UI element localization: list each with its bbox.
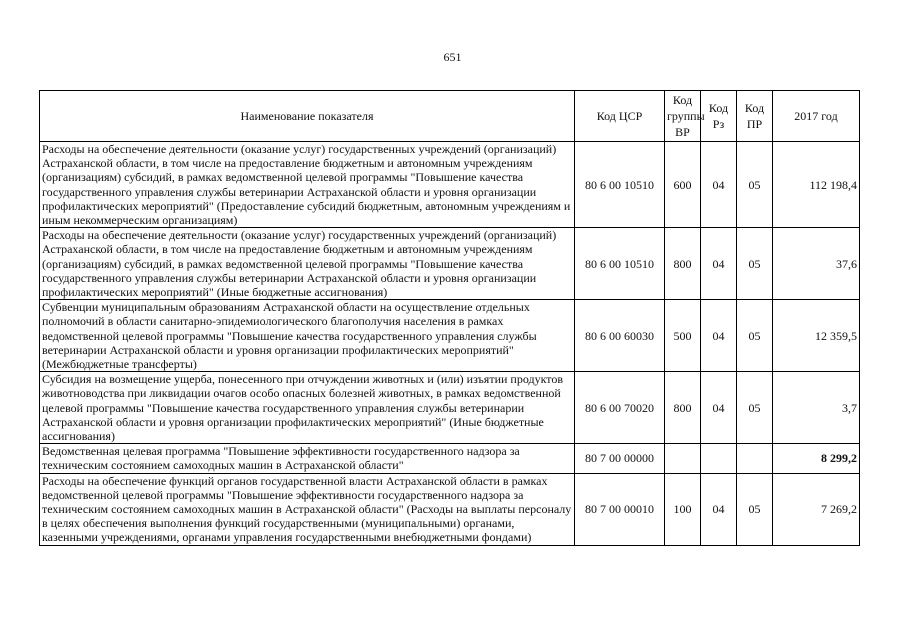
header-name: Наименование показателя xyxy=(40,91,575,142)
page-number: 651 xyxy=(443,50,462,64)
row-amount: 112 198,4 xyxy=(773,142,860,228)
row-pr xyxy=(737,444,773,473)
row-vr: 800 xyxy=(665,228,701,300)
table-row xyxy=(40,300,860,372)
row-pr: 05 xyxy=(737,473,773,545)
row-pr: 05 xyxy=(737,300,773,372)
row-name: Расходы на обеспечение деятельности (оказание услуг) государственных учреждений (организаций) Астраханской области, в том числе на предоставление бюджетным и автономным учреждениям (организациям) субсидий, в рамках ведомственной целевой программы "Повышение качества государственного управления службы ветеринарии Астраханской области и уровня организации профилактических мероприятий" (Иные бюджетные ассигнования) xyxy=(40,228,575,300)
row-csr: 80 7 00 00010 xyxy=(575,473,665,545)
row-rz: 04 xyxy=(701,372,737,444)
row-vr: 500 xyxy=(665,300,701,372)
row-rz: 04 xyxy=(701,142,737,228)
row-pr: 05 xyxy=(737,142,773,228)
row-name: Расходы на обеспечение функций органов государственной власти Астраханской области в рамках ведомственной целевой программы "Повышение эффективности государственного надзора за техническим состоянием самоходных машин в Астраханской области" (Расходы на выплаты персоналу в целях обеспечения выполнения функций государственными (муниципальными) органами, казенными учреждениями, органами управления государственными внебюджетными фондами) xyxy=(40,473,575,545)
row-rz xyxy=(701,444,737,473)
table-header-row xyxy=(40,91,860,142)
row-csr: 80 6 00 10510 xyxy=(575,228,665,300)
table-row xyxy=(40,444,860,473)
row-amount: 8 299,2 xyxy=(773,444,860,473)
row-name: Субсидия на возмещение ущерба, понесенного при отчуждении животных и (или) изъятии продуктов животноводства при ликвидации очагов особо опасных болезней животных, в рамках ведомственной целевой программы "Повышение качества государственного управления службы ветеринарии Астраханской области и уровня организации профилактических мероприятий" (Иные бюджетные ассигнования) xyxy=(40,372,575,444)
row-amount: 7 269,2 xyxy=(773,473,860,545)
row-pr: 05 xyxy=(737,228,773,300)
row-amount: 37,6 xyxy=(773,228,860,300)
budget-table xyxy=(39,90,860,546)
row-csr: 80 7 00 00000 xyxy=(575,444,665,473)
row-rz: 04 xyxy=(701,473,737,545)
row-vr: 600 xyxy=(665,142,701,228)
row-name: Субвенции муниципальным образованиям Астраханской области на осуществление отдельных полномочий в области санитарно-эпидемиологического благополучия населения в рамках ведомственной целевой программы "Повышение качества государственного управления службы ветеринарии Астраханской области и уровня организации профилактических мероприятий" (Межбюджетные трансферты) xyxy=(40,300,575,372)
table-row xyxy=(40,142,860,228)
table-row xyxy=(40,372,860,444)
row-name: Ведомственная целевая программа "Повышение эффективности государственного надзора за техническим состоянием самоходных машин в Астраханской области" xyxy=(40,444,575,473)
row-rz: 04 xyxy=(701,300,737,372)
row-vr: 100 xyxy=(665,473,701,545)
row-csr: 80 6 00 60030 xyxy=(575,300,665,372)
row-csr: 80 6 00 10510 xyxy=(575,142,665,228)
header-rz: Код Рз xyxy=(701,91,737,142)
row-csr: 80 6 00 70020 xyxy=(575,372,665,444)
row-name: Расходы на обеспечение деятельности (оказание услуг) государственных учреждений (организаций) Астраханской области, в том числе на предоставление бюджетным и автономным учреждениям (организациям) субсидий, в рамках ведомственной целевой программы "Повышение качества государственного управления службы ветеринарии Астраханской области и уровня организации профилактических мероприятий" (Предоставление субсидий бюджетным, автономным учреждениям и иным некоммерческим организациям) xyxy=(40,142,575,228)
header-csr: Код ЦСР xyxy=(575,91,665,142)
header-vr: Код группы ВР xyxy=(665,91,701,142)
table-row xyxy=(40,473,860,545)
row-vr: 800 xyxy=(665,372,701,444)
row-amount: 3,7 xyxy=(773,372,860,444)
table-row xyxy=(40,228,860,300)
header-year: 2017 год xyxy=(773,91,860,142)
row-rz: 04 xyxy=(701,228,737,300)
row-pr: 05 xyxy=(737,372,773,444)
row-vr xyxy=(665,444,701,473)
header-pr: Код ПР xyxy=(737,91,773,142)
row-amount: 12 359,5 xyxy=(773,300,860,372)
